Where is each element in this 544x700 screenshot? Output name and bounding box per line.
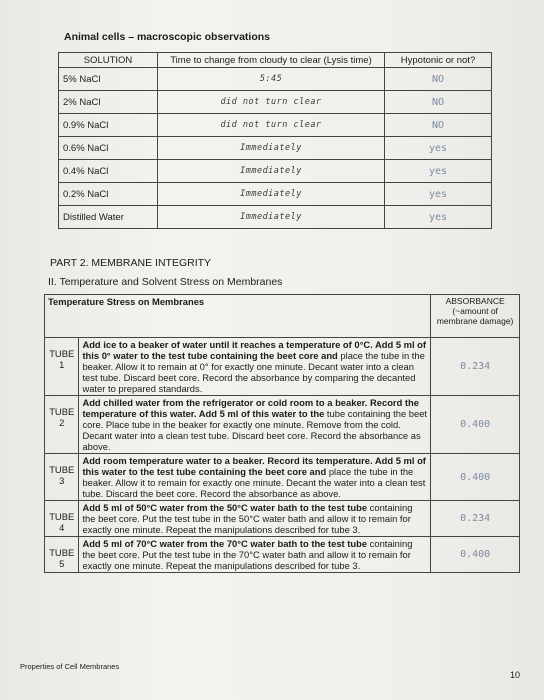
tube-instructions-text: containing the beet core. Put the test tube in the 50°C water bath and allow it to remain for exactly one minute. Repeat the manipulations described for tube 3. xyxy=(82,502,413,535)
table-row xyxy=(45,396,520,454)
table-row xyxy=(45,338,520,396)
absorbance-value: 0.234 xyxy=(431,501,520,537)
solution-cell: 2% NaCl xyxy=(59,91,158,114)
tube-label: TUBE 2 xyxy=(45,396,79,454)
tube-instructions-bold: Add 5 ml of 50°C water from the 50°C water bath to the test tube xyxy=(82,502,368,513)
col-header-time: Time to change from cloudy to clear (Lysis time) xyxy=(158,53,385,68)
animal-cells-table xyxy=(58,52,492,229)
time-cell: Immediately xyxy=(158,206,385,229)
solution-cell: 0.2% NaCl xyxy=(59,183,158,206)
tube-label: TUBE 1 xyxy=(45,338,79,396)
table-row xyxy=(59,137,492,160)
hypotonic-cell: NO xyxy=(385,114,492,137)
tube-instructions-text: containing the beet core. Put the test tube in the 70°C water bath and allow it to remain for exactly one minute. Repeat the manipulations described for tube 3. xyxy=(82,538,413,571)
absorbance-value: 0.400 xyxy=(431,537,520,573)
hypotonic-cell: yes xyxy=(385,183,492,206)
table1-title: Animal cells – macroscopic observations xyxy=(64,31,271,43)
tube-instructions-bold: Add 5 ml of 70°C water from the 70°C water bath to the test tube xyxy=(82,538,368,549)
table-row xyxy=(59,68,492,91)
solution-cell: 0.6% NaCl xyxy=(59,137,158,160)
absorbance-value: 0.400 xyxy=(431,454,520,501)
tube-instructions xyxy=(79,396,431,454)
time-cell: Immediately xyxy=(158,183,385,206)
table-row xyxy=(59,91,492,114)
tube-instructions xyxy=(79,537,431,573)
table-row xyxy=(59,206,492,229)
page-footer: Properties of Cell Membranes xyxy=(20,662,120,671)
hypotonic-cell: NO xyxy=(385,68,492,91)
hypotonic-cell: yes xyxy=(385,160,492,183)
tube-instructions-text: place the tube in the beaker. Allow it to remain for exactly one minute. Decant the water into a clean test tube. Discard the beet core. Record the absorbance as above. xyxy=(82,466,426,499)
table1-header-row xyxy=(59,53,492,68)
part2-heading: PART 2. MEMBRANE INTEGRITY xyxy=(50,257,212,269)
solution-cell: Distilled Water xyxy=(59,206,158,229)
hypotonic-cell: yes xyxy=(385,137,492,160)
solution-cell: 0.4% NaCl xyxy=(59,160,158,183)
absorbance-value: 0.234 xyxy=(431,338,520,396)
tube-instructions-text: place the tube in the beaker. Allow it to remain at 0° for exactly one minute. Decant water into a clean test tube. Discard beet core. Record the absorbance by comparing the decanted water to prepared standards. xyxy=(82,350,425,394)
tube-label: TUBE 4 xyxy=(45,501,79,537)
time-cell: did not turn clear xyxy=(158,114,385,137)
page-number: 10 xyxy=(510,670,521,680)
time-cell: did not turn clear xyxy=(158,91,385,114)
section2-heading: II. Temperature and Solvent Stress on Membranes xyxy=(48,276,283,288)
tube-instructions-bold: Add ice to a beaker of water until it reaches a temperature of 0°C. Add 5 ml of this 0° water to the test tube containing the beet core and xyxy=(82,339,427,361)
hypotonic-cell: NO xyxy=(385,91,492,114)
tube-instructions xyxy=(79,454,431,501)
temperature-stress-table xyxy=(44,294,520,573)
solution-cell: 0.9% NaCl xyxy=(59,114,158,137)
tube-instructions-bold: Add room temperature water to a beaker. Record its temperature. Add 5 ml of this water to the test tube containing the beet core and xyxy=(82,455,426,477)
tube-instructions xyxy=(79,338,431,396)
tube-label: TUBE 3 xyxy=(45,454,79,501)
table-row xyxy=(59,114,492,137)
absorbance-header: ABSORBANCE (~amount of membrane damage) xyxy=(431,295,520,338)
col-header-solution: SOLUTION xyxy=(59,53,158,68)
tube-instructions-text: tube containing the beet core. Place tube in the beaker for exactly one minute. Remove from the cold. Decant water into a clean test tube. Discard beet core. Record the absorbance as above. xyxy=(82,408,428,452)
time-cell: Immediately xyxy=(158,160,385,183)
table-row xyxy=(59,183,492,206)
col-header-hypotonic: Hypotonic or not? xyxy=(385,53,492,68)
table-row xyxy=(45,537,520,573)
time-cell: 5:45 xyxy=(158,68,385,91)
time-cell: Immediately xyxy=(158,137,385,160)
table-row xyxy=(59,160,492,183)
table2-header: Temperature Stress on Membranes xyxy=(45,295,431,338)
absorbance-value: 0.400 xyxy=(431,396,520,454)
tube-instructions-bold: Add chilled water from the refrigerator or cold room to a beaker. Record the temperature of this water. Add 5 ml of this water to the xyxy=(82,397,419,419)
solution-cell: 5% NaCl xyxy=(59,68,158,91)
table-row xyxy=(45,501,520,537)
tube-instructions xyxy=(79,501,431,537)
table2-header-row xyxy=(45,295,520,338)
table-row xyxy=(45,454,520,501)
tube-label: TUBE 5 xyxy=(45,537,79,573)
hypotonic-cell: yes xyxy=(385,206,492,229)
